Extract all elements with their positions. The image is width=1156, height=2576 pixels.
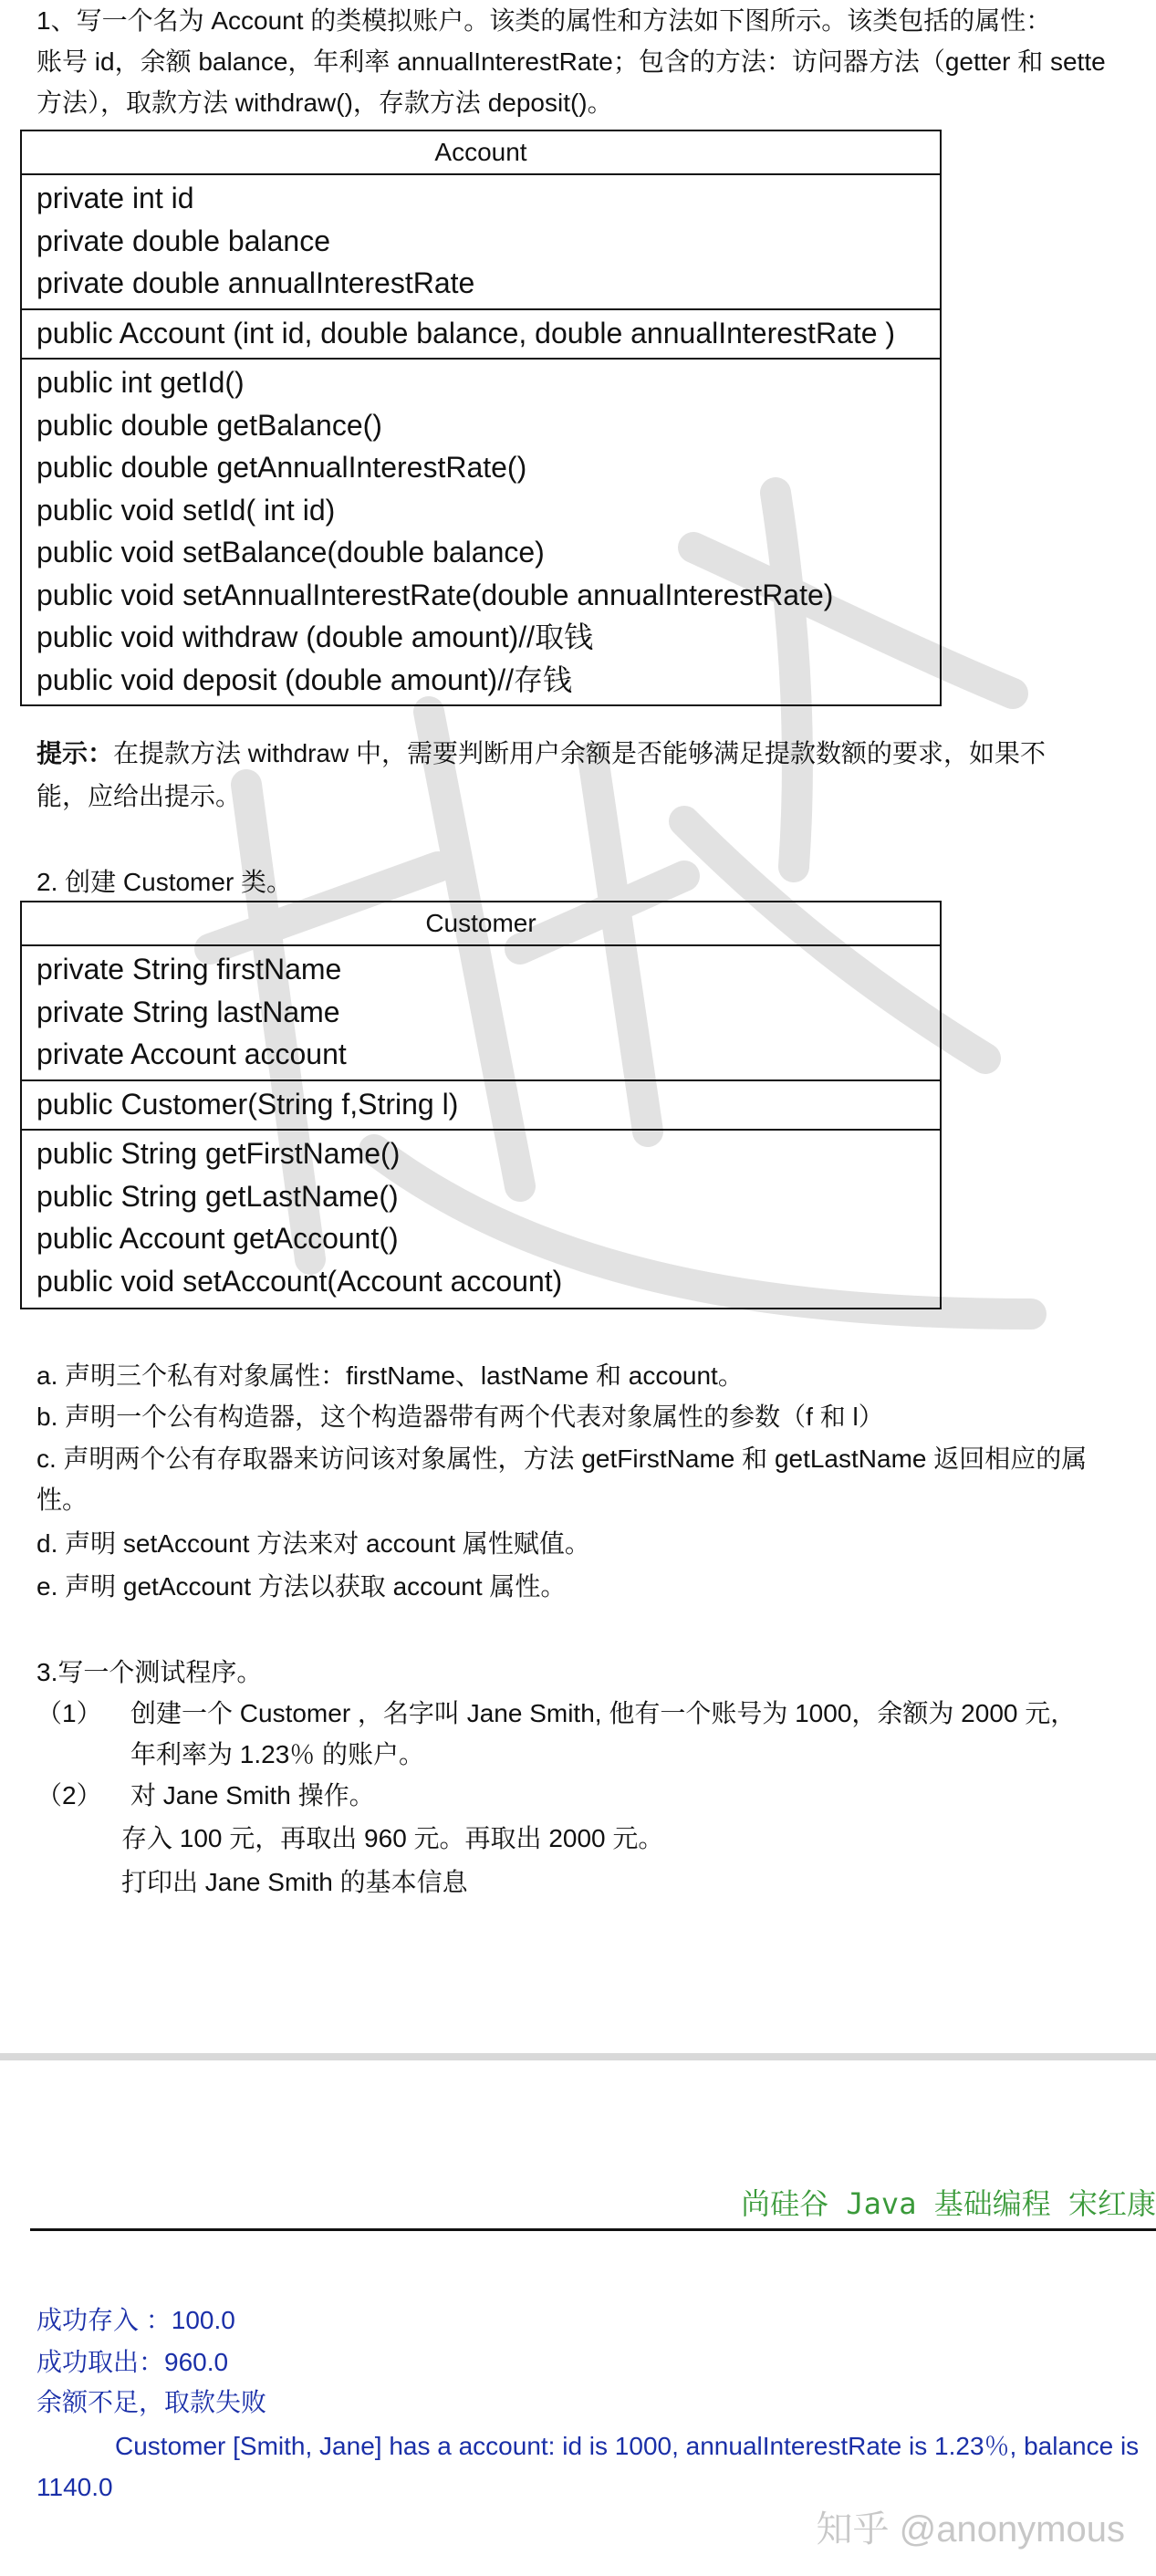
section-2-heading: 2. 创建 Customer 类。	[36, 868, 293, 896]
customer-method: public String getLastName()	[36, 1179, 399, 1213]
test-item-2-line-1	[36, 1775, 1156, 1816]
page-divider	[0, 2053, 1156, 2060]
customer-method: public void setAccount(Account account)	[36, 1264, 563, 1298]
zhihu-brand: 知乎	[816, 2509, 890, 2550]
account-method: public void deposit (double amount)//存钱	[36, 662, 572, 696]
account-method: public void setBalance(double balance)	[36, 536, 545, 568]
hint-text: 在提款方法 withdraw 中，需要判断用户余额是否能够满足提款数额的要求，如果不	[113, 739, 1047, 767]
zhihu-watermark	[816, 2500, 1125, 2552]
customer-method: public Account getAccount()	[36, 1222, 399, 1255]
account-field: private double balance	[36, 224, 331, 257]
hint-line-2: 能，应给出提示。	[36, 782, 242, 810]
note-e: e. 声明 getAccount 方法以获取 account 属性。	[36, 1572, 567, 1601]
output-line-2: 成功取出：960.0	[36, 2348, 229, 2376]
hint-label: 提示：	[36, 739, 114, 767]
account-field: private int id	[36, 182, 194, 214]
test-item-1-line-1	[36, 1693, 1156, 1734]
intro-line-1: 1、写一个名为 Account 的类模拟账户。该类的属性和方法如下图所示。该类包括的属性：	[36, 6, 1052, 35]
note-d: d. 声明 setAccount 方法来对 account 属性赋值。	[36, 1529, 590, 1558]
footer-rule	[30, 2228, 1156, 2231]
note-a: a. 声明三个私有对象属性：firstName、lastName 和 account。	[36, 1361, 744, 1390]
account-method: public void withdraw (double amount)//取钱	[36, 621, 594, 653]
test-item-2-line-3: 打印出 Jane Smith 的基本信息	[121, 1868, 468, 1896]
account-uml-table	[20, 130, 942, 706]
output-line-3: 余额不足，取款失败	[36, 2388, 267, 2416]
account-uml-title: Account	[22, 131, 940, 175]
account-constructor-section	[22, 310, 940, 360]
customer-constructor-section	[22, 1081, 940, 1132]
account-field: private double annualInterestRate	[36, 266, 475, 299]
note-c-line-1: c. 声明两个公有存取器来访问该对象属性，方法 getFirstName 和 getLastName 返回相应的属	[36, 1444, 1088, 1473]
output-line-4: Customer [Smith, Jane] has a account: id is 1000, annualInterestRate is 1.23％, balance is	[115, 2432, 1140, 2460]
footer-title: 尚硅谷 Java 基础编程 宋红康	[741, 2186, 1156, 2221]
test-item-1-line-2: 年利率为 1.23％ 的账户。	[130, 1740, 425, 1768]
zhihu-user: @anonymous	[899, 2509, 1125, 2550]
account-method: public void setAnnualInterestRate(double annualInterestRate)	[36, 578, 834, 611]
customer-field: private String lastName	[36, 995, 340, 1028]
intro-line-3: 方法），取款方法 withdraw()，存款方法 deposit()。	[36, 89, 613, 117]
output-line-5: 1140.0	[36, 2473, 113, 2501]
customer-method: public String getFirstName()	[36, 1137, 401, 1170]
customer-field: private Account account	[36, 1038, 347, 1070]
account-method: public double getBalance()	[36, 408, 382, 442]
account-method: public void setId( int id)	[36, 493, 336, 527]
customer-fields-section	[22, 946, 940, 1081]
customer-constructor: public Customer(String f,String l)	[36, 1087, 459, 1121]
account-fields-section	[22, 175, 940, 310]
note-b: b. 声明一个公有构造器，这个构造器带有两个代表对象属性的参数（f 和 l）	[36, 1403, 884, 1431]
account-method: public double getAnnualInterestRate()	[36, 451, 527, 484]
account-method: public int getId()	[36, 366, 245, 399]
test-item-1-number: （1）	[36, 1699, 102, 1727]
test-item-2-line-2: 存入 100 元，再取出 960 元。再取出 2000 元。	[121, 1824, 664, 1852]
account-methods-section	[22, 360, 940, 704]
test-item-2-text: 对 Jane Smith 操作。	[130, 1781, 375, 1809]
customer-methods-section	[22, 1131, 940, 1306]
note-c-line-2: 性。	[36, 1486, 89, 1514]
output-line-1: 成功存入 ：100.0	[36, 2306, 235, 2334]
customer-uml-title: Customer	[22, 902, 940, 946]
section-3-heading: 3.写一个测试程序。	[36, 1658, 263, 1686]
test-item-1-text: 创建一个 Customer ，名字叫 Jane Smith, 他有一个账号为 1000，余额为 2000 元，	[130, 1699, 1077, 1727]
intro-line-2: 账号 id，余额 balance，年利率 annualInterestRate；包含的方法：访问器方法（getter 和 sette	[36, 47, 1106, 76]
test-item-2-number: （2）	[36, 1781, 102, 1809]
customer-field: private String firstName	[36, 953, 342, 986]
customer-uml-table	[20, 901, 942, 1309]
account-constructor: public Account (int id, double balance, double annualInterestRate )	[36, 316, 896, 349]
hint-line-1	[36, 733, 1156, 774]
